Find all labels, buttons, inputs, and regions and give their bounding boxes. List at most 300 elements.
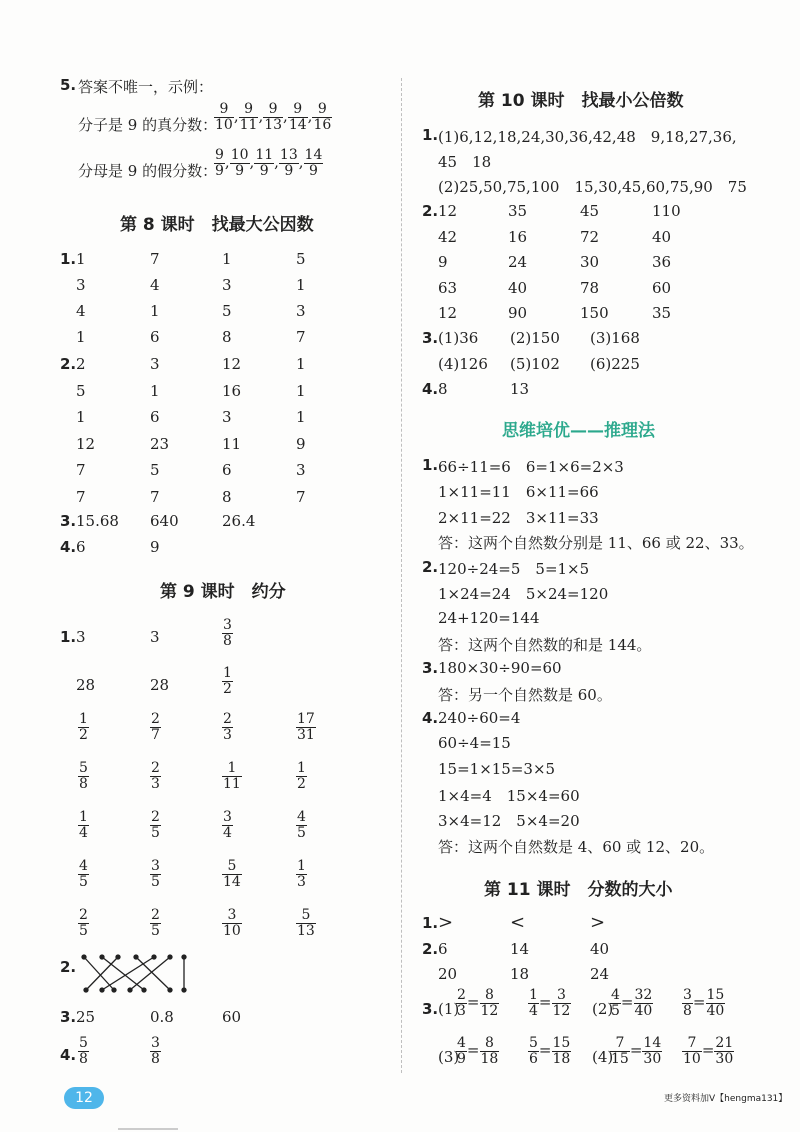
reduced-fraction [222, 859, 242, 889]
reduced-fraction [296, 810, 307, 840]
item-label: 2. [422, 558, 439, 576]
l8-q1-label: 1. [60, 250, 77, 268]
l10-q1-label: 1. [422, 126, 439, 144]
denominator: 3 [223, 726, 232, 743]
reasoning-line: 答：这两个自然数是 4、60 或 12、20。 [438, 837, 715, 856]
gcd-answer: 8 [222, 487, 232, 506]
reasoning-line: 15=1×15=3×5 [438, 759, 556, 778]
gcd-answer: 12 [76, 434, 96, 453]
item-label: 4. [422, 709, 439, 727]
fraction [480, 988, 500, 1018]
denominator: 40 [634, 1002, 653, 1019]
numerator: 5 [222, 859, 242, 875]
l9-q1-c: 28 [76, 676, 96, 694]
lesson9-title: 第 9 课时 约分 [160, 582, 286, 602]
equivalent-fraction-equation [610, 1036, 662, 1066]
fraction [610, 1036, 630, 1066]
lcm-answer: 63 [438, 278, 458, 297]
denominator: 13 [297, 922, 315, 939]
numerator: 5 [296, 908, 316, 924]
numerator: 1 [529, 987, 538, 1003]
numerator: 3 [151, 1035, 160, 1051]
denominator: 2 [297, 775, 306, 792]
denominator: 30 [715, 1050, 734, 1067]
equivalent-fraction-equation [456, 1036, 499, 1066]
denominator: 8 [79, 775, 88, 792]
gcd-answer: 3 [296, 302, 306, 320]
lcm-answer: (6)225 [590, 354, 640, 373]
denominator: 16 [313, 116, 332, 133]
l10-q4-b: 13 [510, 380, 530, 398]
numerator: 32 [634, 987, 653, 1003]
lcm-answer: 45 [580, 202, 600, 220]
compare-answer: 20 [438, 965, 458, 983]
denominator: 5 [611, 1002, 620, 1019]
l10-q3-label: 3. [422, 329, 439, 347]
fraction [239, 102, 259, 132]
numerator: 9 [263, 102, 283, 118]
l8-q3-label: 3. [60, 512, 77, 530]
q5-text: 答案不唯一，示例： [78, 78, 214, 96]
l10-q1-line3: (2)25,50,75,100 15,30,45,60,75,90 75 [438, 178, 747, 196]
l8-q3-b: 640 [150, 512, 179, 530]
lesson11-title: 第 11 课时 分数的大小 [484, 880, 673, 900]
denominator: 10 [215, 116, 233, 133]
matching-lines-diagram [74, 952, 194, 998]
gcd-answer: 1 [296, 408, 306, 426]
numerator: 21 [715, 1035, 734, 1051]
denominator: 4 [223, 824, 232, 841]
gcd-answer: 1 [76, 250, 86, 268]
l11-q2-label: 2. [422, 940, 439, 958]
denominator: 5 [297, 824, 306, 841]
numerator: 8 [480, 988, 500, 1004]
l11-q1-label: 1. [422, 914, 439, 932]
gcd-answer: 1 [296, 276, 306, 294]
gcd-answer: 7 [296, 328, 306, 346]
lcm-answer: (5)102 [510, 354, 560, 373]
column-divider [401, 78, 402, 1073]
numerator: 9 [288, 102, 308, 118]
compare-answer: 6 [438, 940, 448, 958]
fraction [528, 1036, 539, 1066]
comma: , [224, 153, 230, 172]
numerator: 8 [480, 1036, 500, 1052]
gcd-answer: 3 [150, 355, 160, 373]
fraction [254, 148, 274, 178]
denominator: 4 [529, 1002, 538, 1019]
reasoning-line: 240÷60=4 [438, 709, 521, 727]
equivalent-fraction-equation [528, 988, 571, 1018]
reduced-fraction [78, 908, 89, 938]
l11-q1-a: > [438, 912, 454, 933]
numerator: 1 [79, 711, 88, 727]
denominator: 40 [706, 1002, 725, 1019]
fraction [714, 1036, 734, 1066]
fraction [634, 988, 654, 1018]
fraction [456, 1036, 467, 1066]
equals-sign: = [620, 993, 634, 1012]
equals-sign: = [538, 1041, 552, 1060]
fraction [288, 102, 308, 132]
l9-q4-label: 4. [60, 1046, 77, 1064]
numerator: 1 [297, 760, 306, 776]
fraction [682, 988, 693, 1018]
fraction [214, 148, 225, 178]
denominator: 9 [215, 162, 224, 179]
lcm-answer: 110 [652, 202, 681, 220]
q5-label: 5. [60, 76, 77, 94]
gcd-answer: 3 [222, 408, 232, 426]
lcm-answer: 72 [580, 227, 600, 246]
l11-q1-b: < [510, 912, 526, 933]
page-number-badge: 12 [64, 1087, 104, 1109]
numerator: 2 [151, 760, 160, 776]
gcd-answer: 4 [150, 276, 160, 294]
gcd-answer: 7 [76, 487, 86, 506]
gcd-answer: 3 [296, 461, 306, 479]
fraction [480, 1036, 500, 1066]
numerator: 13 [279, 147, 298, 163]
l8-q4-b: 9 [150, 538, 160, 556]
denominator: 13 [264, 116, 283, 133]
reduced-fraction [296, 761, 307, 791]
reasoning-line: 1×4=4 15×4=60 [438, 786, 580, 805]
numerator: 15 [706, 987, 725, 1003]
l10-q1-line2: 45 18 [438, 153, 492, 171]
compare-answer: 24 [590, 965, 610, 983]
gcd-answer: 9 [296, 434, 306, 453]
gcd-answer: 8 [222, 328, 232, 346]
equation-tag: (2) [592, 1000, 614, 1018]
gcd-answer: 1 [222, 250, 232, 268]
equals-sign: = [701, 1041, 715, 1060]
fraction [610, 988, 621, 1018]
fraction [528, 988, 539, 1018]
l9-q3-a: 25 [76, 1008, 96, 1026]
footer-rule [118, 1128, 178, 1130]
l9-q4-a [78, 1036, 89, 1066]
comma: , [307, 107, 313, 126]
numerator: 1 [297, 858, 306, 874]
item-label: 3. [422, 659, 439, 677]
reduced-fraction [150, 712, 161, 742]
fraction [682, 1036, 702, 1066]
denominator: 5 [151, 824, 160, 841]
reduced-fraction [222, 712, 233, 742]
l9-q1-d: 28 [150, 676, 170, 694]
denominator: 8 [683, 1002, 692, 1019]
lcm-answer: 150 [580, 304, 609, 322]
denominator: 9 [308, 162, 318, 179]
gcd-answer: 7 [150, 487, 160, 506]
equation-tag: (3) [438, 1048, 460, 1066]
gcd-answer: 5 [296, 250, 306, 268]
denominator: 31 [297, 726, 315, 743]
denominator: 10 [223, 922, 241, 939]
numerator: 5 [79, 760, 88, 776]
l9-q1-b: 3 [150, 628, 160, 646]
item-label: 1. [422, 456, 439, 474]
numerator: 9 [239, 102, 259, 118]
l10-q4-label: 4. [422, 380, 439, 398]
numerator: 9 [312, 102, 332, 118]
numerator: 7 [682, 1036, 702, 1052]
denominator: 12 [480, 1002, 499, 1019]
denominator: 6 [529, 1050, 538, 1067]
fraction [78, 1036, 89, 1066]
equals-sign: = [629, 1041, 643, 1060]
numerator: 5 [529, 1035, 538, 1051]
gcd-answer: 4 [76, 302, 86, 320]
lcm-answer: 12 [438, 202, 458, 220]
denominator: 12 [552, 1002, 571, 1019]
numerator: 10 [230, 147, 249, 163]
lcm-answer: 24 [508, 253, 528, 271]
numerator: 11 [255, 147, 274, 163]
lcm-answer: 40 [652, 227, 672, 246]
numerator: 14 [643, 1035, 662, 1051]
reduced-fraction [78, 712, 89, 742]
numerator: 5 [79, 1035, 88, 1051]
gcd-answer: 23 [150, 434, 170, 453]
denominator: 5 [79, 873, 88, 890]
lcm-answer: 30 [580, 253, 600, 271]
fraction [642, 1036, 662, 1066]
numerator: 3 [151, 858, 160, 874]
denominator: 8 [223, 632, 232, 649]
numerator: 3 [552, 988, 572, 1004]
gcd-answer: 1 [150, 381, 160, 400]
denominator: 9 [457, 1050, 466, 1067]
compare-answer: 14 [510, 940, 530, 958]
denominator: 14 [223, 873, 241, 890]
reasoning-line: 3×4=12 5×4=20 [438, 812, 580, 831]
gcd-answer: 1 [76, 328, 86, 346]
equivalent-fraction-equation [682, 988, 725, 1018]
denominator: 11 [239, 116, 258, 133]
l9-q2-label: 2. [60, 958, 77, 976]
numerator: 3 [223, 809, 232, 825]
gcd-answer: 5 [222, 302, 232, 320]
lcm-answer: 35 [652, 304, 672, 322]
denominator: 8 [79, 1050, 88, 1067]
equation-tag: (4) [592, 1048, 614, 1066]
gcd-answer: 7 [296, 487, 306, 506]
lcm-answer: 16 [508, 227, 528, 246]
comma: , [283, 107, 288, 126]
l9-q1-frac2 [222, 666, 233, 696]
reduced-fraction [222, 810, 233, 840]
fraction [263, 102, 283, 132]
numerator: 1 [223, 665, 232, 681]
denominator: 4 [79, 824, 88, 841]
reasoning-line: 答：这两个自然数分别是 11、66 或 22、33。 [438, 533, 754, 552]
numerator: 7 [610, 1036, 630, 1052]
gcd-answer: 16 [222, 381, 242, 400]
equals-sign: = [538, 993, 552, 1012]
reasoning-line: 答：这两个自然数的和是 144。 [438, 635, 652, 654]
gcd-answer: 1 [76, 408, 86, 426]
denominator: 14 [288, 116, 307, 133]
improper-label: 分母是 9 的假分数： [78, 162, 218, 180]
denominator: 3 [457, 1002, 466, 1019]
numerator: 4 [79, 858, 88, 874]
compare-answer: 40 [590, 940, 610, 958]
numerator: 9 [215, 147, 224, 163]
numerator: 4 [611, 987, 620, 1003]
denominator: 2 [223, 680, 232, 697]
gcd-answer: 1 [150, 302, 160, 320]
equals-sign: = [466, 993, 480, 1012]
reduced-fraction [296, 712, 316, 742]
reduced-fraction [296, 908, 316, 938]
proper-label: 分子是 9 的真分数： [78, 116, 218, 134]
lcm-answer: (2)150 [510, 329, 560, 347]
numerator: 9 [214, 102, 234, 118]
comma: , [233, 107, 239, 126]
reasoning-line: 66÷11=6 6=1×6=2×3 [438, 458, 624, 476]
reduced-fraction [150, 761, 161, 791]
lcm-answer: 9 [438, 253, 448, 271]
reasoning-line: 60÷4=15 [438, 734, 511, 753]
fraction [552, 1036, 572, 1066]
lcm-answer: 36 [652, 253, 672, 271]
reasoning-line: 1×11=11 6×11=66 [438, 483, 599, 502]
numerator: 4 [457, 1035, 466, 1051]
fraction [222, 666, 233, 696]
lesson8-title: 第 8 课时 找最大公因数 [120, 215, 314, 235]
reduced-fraction [78, 859, 89, 889]
gcd-answer: 3 [76, 276, 86, 294]
equals-sign: = [466, 1041, 480, 1060]
denominator: 5 [151, 873, 160, 890]
reasoning-line: 1×24=24 5×24=120 [438, 585, 609, 604]
fraction [150, 1036, 161, 1066]
numerator: 15 [552, 1035, 571, 1051]
l10-q1-line1: (1)6,12,18,24,30,36,42,48 9,18,27,36, [438, 128, 737, 146]
l9-q1-frac [222, 618, 233, 648]
l8-q4-label: 4. [60, 538, 77, 556]
l9-q1-a: 3 [76, 628, 86, 646]
denominator: 5 [79, 922, 88, 939]
l10-q4-a: 8 [438, 380, 448, 398]
fraction [552, 988, 572, 1018]
lcm-answer: 35 [508, 202, 528, 220]
denominator: 11 [223, 775, 241, 792]
fraction [222, 618, 233, 648]
lcm-answer: 42 [438, 227, 458, 246]
reasoning-line: 120÷24=5 5=1×5 [438, 560, 590, 578]
denominator: 9 [235, 162, 245, 179]
gcd-answer: 2 [76, 355, 86, 373]
numerator: 2 [79, 907, 88, 923]
reasoning-line: 24+120=144 [438, 608, 540, 627]
gcd-answer: 5 [150, 461, 160, 479]
gcd-answer: 7 [76, 461, 86, 479]
gcd-answer: 12 [222, 355, 242, 373]
numerator: 3 [683, 987, 692, 1003]
lcm-answer: 78 [580, 278, 600, 297]
denominator: 18 [552, 1050, 571, 1067]
reduced-fraction [150, 908, 161, 938]
equivalent-fraction-equation [528, 1036, 571, 1066]
equivalent-fraction-equation [610, 988, 653, 1018]
l11-q1-c: > [590, 912, 606, 933]
l8-q3-c: 26.4 [222, 512, 256, 530]
numerator: 2 [151, 711, 160, 727]
numerator: 2 [151, 907, 160, 923]
comma: , [274, 153, 279, 172]
fraction [214, 102, 234, 132]
l9-q3-label: 3. [60, 1008, 77, 1026]
fraction [279, 148, 299, 178]
fraction [706, 988, 726, 1018]
denominator: 5 [151, 922, 160, 939]
lcm-answer: (3)168 [590, 329, 640, 347]
gcd-answer: 5 [76, 381, 86, 400]
l9-q3-b: 0.8 [150, 1008, 174, 1026]
reduced-fraction [150, 810, 161, 840]
thinking-title: 思维培优——推理法 [502, 421, 655, 441]
denominator: 15 [611, 1050, 629, 1067]
equivalent-fraction-equation [682, 1036, 734, 1066]
equivalent-fraction-equation [456, 988, 499, 1018]
reduced-fraction [78, 761, 89, 791]
gcd-answer: 3 [222, 276, 232, 294]
denominator: 3 [297, 873, 306, 890]
lcm-answer: 90 [508, 304, 528, 322]
reasoning-line: 180×30÷90=60 [438, 659, 562, 677]
fraction [230, 148, 250, 178]
denominator: 10 [683, 1050, 701, 1067]
lcm-answer: 12 [438, 304, 458, 322]
gcd-answer: 1 [296, 355, 306, 373]
numerator: 14 [304, 147, 323, 163]
reasoning-line: 答：另一个自然数是 60。 [438, 686, 612, 705]
reasoning-line: 2×11=22 3×11=33 [438, 508, 599, 527]
denominator: 3 [151, 775, 160, 792]
watermark-text: 更多资料加V【hengma131】 [664, 1094, 788, 1104]
lesson10-title: 第 10 课时 找最小公倍数 [478, 91, 684, 111]
numerator: 4 [297, 809, 306, 825]
denominator: 30 [643, 1050, 662, 1067]
gcd-answer: 7 [150, 250, 160, 268]
numerator: 17 [297, 711, 315, 727]
lcm-answer: (4)126 [438, 354, 488, 373]
numerator: 3 [222, 908, 242, 924]
numerator: 2 [457, 987, 466, 1003]
numerator: 1 [222, 761, 242, 777]
reduced-fraction [150, 859, 161, 889]
gcd-answer: 6 [150, 328, 160, 346]
lcm-answer: (1)36 [438, 329, 479, 347]
improper-fractions [214, 148, 323, 178]
fraction [304, 148, 324, 178]
equation-tag: (1) [438, 1000, 460, 1018]
gcd-answer: 11 [222, 434, 242, 453]
numerator: 3 [223, 617, 232, 633]
reduced-fraction [222, 908, 242, 938]
denominator: 9 [259, 162, 269, 179]
denominator: 8 [151, 1050, 160, 1067]
l9-q1-label: 1. [60, 628, 77, 646]
denominator: 9 [284, 162, 294, 179]
numerator: 2 [223, 711, 232, 727]
fraction [456, 988, 467, 1018]
comma: , [298, 153, 304, 172]
fraction [312, 102, 332, 132]
